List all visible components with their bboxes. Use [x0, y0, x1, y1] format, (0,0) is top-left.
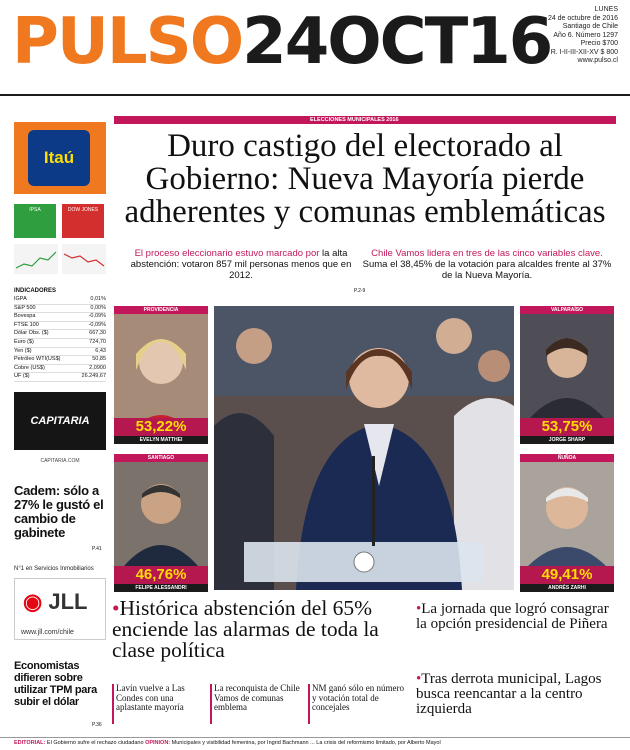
- cadem-headline[interactable]: Cadem: sólo a 27% le gustó el cambio de gabinete: [14, 483, 104, 540]
- photo-page-ref: P.2-9: [354, 288, 366, 294]
- indicator-name: IGPA: [14, 296, 27, 302]
- candidate-photo: [520, 462, 614, 566]
- dek-left-highlight: El proceso eleccionario estuvo marcado por: [134, 248, 320, 259]
- candidate-percentage: 46,76%: [114, 566, 208, 584]
- indicator-row: [14, 339, 106, 348]
- candidate-name: JORGE SHARP: [520, 436, 614, 444]
- issue-price: Precio $700: [580, 40, 618, 47]
- issue-city: Santiago de Chile: [562, 23, 618, 30]
- jll-url[interactable]: www.jll.com/chile: [21, 629, 74, 636]
- indicator-name: Euro ($): [14, 338, 34, 345]
- masthead-brand: PULSO: [12, 5, 243, 79]
- market-tiles: [14, 204, 106, 240]
- story-lagos[interactable]: [416, 672, 616, 717]
- city-label: SANTIAGO: [114, 454, 208, 462]
- story-nm[interactable]: NM ganó sólo en número y votación total de concejales: [312, 683, 404, 712]
- jll-tagline: N°1 en Servicios Inmobiliarios: [14, 566, 94, 572]
- story-lavin[interactable]: Lavín vuelve a Las Condes con una aplastante mayoría: [116, 683, 185, 712]
- dek-left-text: la alta abstención: votaron 857 mil personas menos que en 2012.: [130, 248, 352, 281]
- issue-day: LUNES: [594, 6, 618, 13]
- main-headline[interactable]: Duro castigo del electorado al Gobierno: Nueva Mayoría pierde adherentes y comunas emblemáticas: [124, 128, 606, 230]
- indicator-row: [14, 322, 106, 331]
- story-chile-vamos[interactable]: La reconquista de Chile Vamos de comunas emblema: [214, 683, 300, 712]
- sub-story-marker: [112, 684, 114, 724]
- candidate-percentage: 49,41%: [520, 566, 614, 584]
- masthead: [12, 2, 552, 82]
- story-bullet: •: [416, 601, 422, 617]
- story-lagos-text: Tras derrota municipal, Lagos busca reencantar a la centro izquierda: [416, 671, 602, 717]
- story-bullet: •: [112, 596, 120, 620]
- indicator-value: 0,00%: [90, 304, 106, 311]
- indicator-value: 667,30: [89, 330, 106, 337]
- section-bar: ELECCIONES MUNICIPALES 2016: [114, 116, 616, 124]
- masthead-date: 24OCT16: [242, 5, 552, 79]
- masthead-rule: [0, 94, 630, 96]
- indicator-name: Bovespa: [14, 313, 36, 320]
- main-photo: [214, 306, 514, 590]
- indicator-value: 26.249,67: [81, 373, 106, 380]
- candidate-name: FELIPE ALESSANDRI: [114, 584, 208, 592]
- dek-right: [362, 248, 612, 281]
- indicator-name: Cobre (US$): [14, 364, 45, 371]
- indicator-row: [14, 365, 106, 374]
- indicators-title: INDICADORES: [14, 288, 57, 294]
- indicator-row: [14, 296, 106, 305]
- dek-right-text: Suma el 38,45% de la votación para alcaldes frente al 37% de la Nueva Mayoría.: [362, 259, 612, 281]
- ipsa-tile: IPSA: [14, 204, 56, 238]
- indicator-value: 50,85: [92, 356, 106, 363]
- indicator-row: [14, 313, 106, 322]
- jll-logo: ◉ JLL: [23, 589, 88, 614]
- footer-editorial[interactable]: [14, 740, 626, 746]
- story-pinera-text: La jornada que logró consagrar la opción presidencial de Piñera: [416, 601, 609, 632]
- indicator-value: -0,09%: [88, 321, 106, 328]
- indicator-name: FTSE 100: [14, 321, 39, 328]
- itau-logo: Itaú: [28, 130, 90, 186]
- story-bullet: •: [416, 671, 422, 687]
- candidate-photo: [520, 314, 614, 418]
- candidate-name: EVELYN MATTHEI: [114, 436, 208, 444]
- market-mini-charts: [14, 244, 106, 274]
- capitaria-url[interactable]: CAPITARIA.COM: [40, 458, 80, 464]
- opinion-label: OPINIÓN:: [145, 740, 171, 746]
- indicator-name: Yen ($): [14, 347, 32, 354]
- candidate-percentage: 53,75%: [520, 418, 614, 436]
- indicator-row: [14, 356, 106, 365]
- editorial-text: El Gobierno sufre el rechazo ciudadano: [46, 740, 144, 746]
- indicator-value: -0,09%: [88, 313, 106, 320]
- jll-ad[interactable]: [14, 578, 106, 640]
- issue-price-regions: R. I-II-III-XII-XV $ 800: [550, 48, 618, 56]
- economists-headline[interactable]: Economistas difieren sobre utilizar TPM para subir el dólar: [14, 660, 97, 708]
- cadem-page-ref: P.41: [92, 546, 102, 552]
- dek-right-highlight: Chile Vamos lidera en tres de las cinco variables clave.: [371, 248, 603, 259]
- indicator-value: 724,70: [89, 338, 106, 345]
- indicator-name: Petróleo WTI(US$): [14, 356, 61, 363]
- economists-page-ref: P.36: [92, 722, 102, 728]
- indicator-value: 0,01%: [90, 296, 106, 302]
- city-label: VALPARAÍSO: [520, 306, 614, 314]
- capitaria-ad[interactable]: CAPITARIA: [14, 392, 106, 450]
- indicator-row: [14, 348, 106, 357]
- story-abstention[interactable]: [112, 598, 402, 661]
- indicator-name: Dólar Obs. ($): [14, 330, 49, 337]
- indicator-value: 2,0900: [89, 364, 106, 371]
- sub-story-marker: [308, 684, 310, 724]
- issue-date: 24 de octubre de 2016: [547, 14, 618, 22]
- story-pinera[interactable]: [416, 602, 616, 632]
- indicator-name: S&P 500: [14, 304, 36, 311]
- city-label: PROVIDENCIA: [114, 306, 208, 314]
- issue-url: www.pulso.cl: [577, 57, 618, 64]
- candidate-percentage: 53,22%: [114, 418, 208, 436]
- indicator-row: [14, 305, 106, 314]
- indicator-row: [14, 373, 106, 382]
- opinion-text: Municipales y visibilidad femenina, por Ingrid Bachmann ... La crisis del reformismo limitado, por Alberto Mayol: [171, 740, 441, 746]
- city-label: ÑUÑOA: [520, 454, 614, 462]
- candidate-name: ANDRÉS ZARHI: [520, 584, 614, 592]
- story-abstention-text: Histórica abstención del 65% enciende las alarmas de toda la clase política: [112, 596, 379, 662]
- itau-ad[interactable]: [14, 122, 106, 194]
- indicators-table: [14, 296, 106, 382]
- editorial-label: EDITORIAL:: [14, 740, 46, 746]
- issue-number: Año 6. Número 1297: [553, 31, 618, 39]
- dow-jones-tile: DOW JONES: [62, 204, 104, 238]
- indicator-row: [14, 330, 106, 339]
- indicator-value: 6,43: [95, 347, 106, 354]
- indicator-name: UF ($): [14, 373, 30, 380]
- sub-story-marker: [210, 684, 212, 724]
- footer-rule: [0, 737, 630, 738]
- issue-info: [528, 6, 618, 66]
- candidate-photo: [114, 462, 208, 566]
- dek-left: [120, 248, 362, 281]
